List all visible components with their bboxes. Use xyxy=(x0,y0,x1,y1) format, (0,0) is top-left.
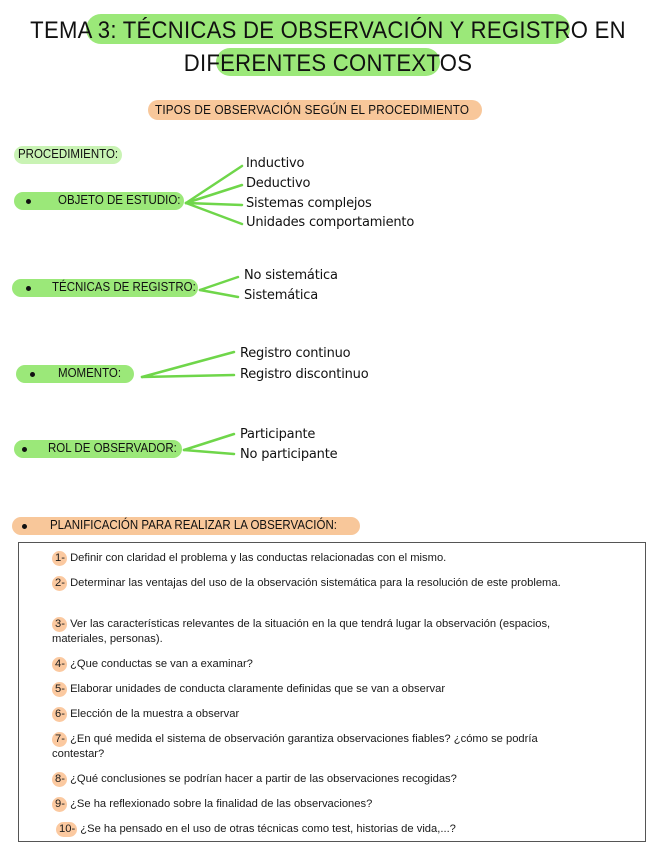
tecnicas-item: Sistemática xyxy=(244,288,318,303)
planning-step xyxy=(52,682,592,697)
objeto-item: Sistemas complejos xyxy=(246,196,372,211)
step-text: Definir con claridad el problema y las conductas relacionadas con el mismo. xyxy=(70,552,447,564)
connector-line xyxy=(186,203,242,205)
step-text: ¿Se ha reflexionado sobre la finalidad de las observaciones? xyxy=(70,798,373,810)
category-label-tecnicas: TÉCNICAS DE REGISTRO: xyxy=(52,280,196,294)
category-label-objeto: OBJETO DE ESTUDIO: xyxy=(58,193,181,207)
planning-step xyxy=(52,617,592,647)
step-number: 3- xyxy=(52,617,67,632)
planning-step xyxy=(52,797,592,812)
step-number: 6- xyxy=(52,707,67,722)
step-number: 7- xyxy=(52,732,67,747)
connector-line xyxy=(186,166,242,203)
planning-step xyxy=(52,707,592,722)
step-number: 10- xyxy=(56,822,77,837)
connector-line xyxy=(200,277,238,290)
subtitle: TIPOS DE OBSERVACIÓN SEGÚN EL PROCEDIMIENTO xyxy=(155,102,470,117)
step-number: 2- xyxy=(52,576,67,591)
step-number: 8- xyxy=(52,772,67,787)
connector-line xyxy=(184,450,234,454)
page-title-line2: DIFERENTES CONTEXTOS xyxy=(183,50,473,77)
step-text: Elaborar unidades de conducta claramente definidas que se van a observar xyxy=(70,683,446,695)
connector-line xyxy=(184,434,234,450)
planning-step xyxy=(52,732,592,762)
procedimiento-label: PROCEDIMIENTO: xyxy=(18,147,119,161)
planning-step xyxy=(52,657,592,672)
objeto-item: Unidades comportamiento xyxy=(246,215,415,230)
momento-item: Registro discontinuo xyxy=(240,367,369,382)
momento-item: Registro continuo xyxy=(240,346,351,361)
rol-item: No participante xyxy=(240,447,338,462)
step-number: 1- xyxy=(52,551,67,566)
bullet-dot xyxy=(22,524,27,529)
step-text: ¿Se ha pensado en el uso de otras técnicas como test, historias de vida,...? xyxy=(80,823,456,835)
planning-heading: PLANIFICACIÓN PARA REALIZAR LA OBSERVACIÓN: xyxy=(50,518,337,532)
planning-step xyxy=(56,822,596,837)
step-text: ¿En qué medida el sistema de observación garantiza observaciones fiables? ¿cómo se podría contestar? xyxy=(52,733,538,760)
category-label-momento: MOMENTO: xyxy=(58,366,122,380)
connector-line xyxy=(186,203,242,224)
step-text: Ver las características relevantes de la situación en la que tendrá lugar la observación (espacios, materiales, personas). xyxy=(52,618,551,645)
connector-line xyxy=(200,290,238,297)
step-number: 4- xyxy=(52,657,67,672)
step-text: Elección de la muestra a observar xyxy=(70,708,240,720)
connector-line xyxy=(142,375,234,377)
connector-line xyxy=(142,352,234,377)
objeto-item: Inductivo xyxy=(246,156,305,171)
planning-step xyxy=(52,576,592,591)
step-number: 5- xyxy=(52,682,67,697)
category-label-rol: ROL DE OBSERVADOR: xyxy=(48,441,177,455)
tecnicas-item: No sistemática xyxy=(244,268,338,283)
page-title-line1: TEMA 3: TÉCNICAS DE OBSERVACIÓN Y REGISTRO EN xyxy=(30,17,626,44)
step-text: ¿Qué conclusiones se podrían hacer a partir de las observaciones recogidas? xyxy=(70,773,457,785)
connector-line xyxy=(186,185,242,203)
planning-step xyxy=(52,772,592,787)
rol-item: Participante xyxy=(240,427,316,442)
step-text: Determinar las ventajas del uso de la observación sistemática para la resolución de este problema. xyxy=(70,577,561,589)
step-text: ¿Que conductas se van a examinar? xyxy=(70,658,253,670)
objeto-item: Deductivo xyxy=(246,176,311,191)
step-number: 9- xyxy=(52,797,67,812)
planning-step xyxy=(52,551,592,566)
